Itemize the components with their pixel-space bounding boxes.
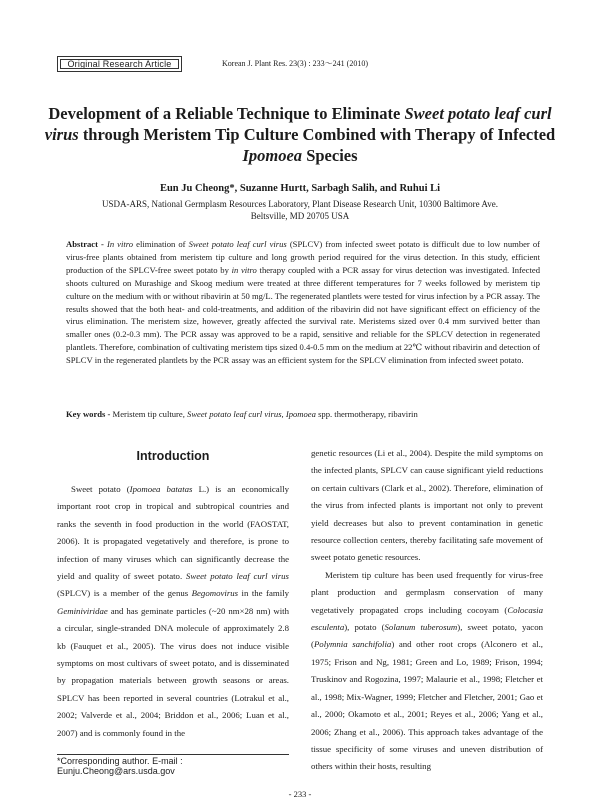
paragraph: genetic resources (Li et al., 2004). Despite the mild symptoms on the infected plants, SPLCV can cause significant yield reductions on certain cultivars (Clark et al., 2002). Therefore, elimination of the virus from infected plants is important not only to prevent yield decreases but also to prevent contamination in genetic resource collection centers, thereby facilitating safe movement of sweet potato genetic resources. (311, 448, 543, 563)
journal-citation: Korean J. Plant Res. 23(3) : 233～241 (2010) (222, 59, 368, 68)
paragraph: Sweet potato (Ipomoea batatas L.) is an economically important root crop in tropical and subtropical countries and ranks the seventh in food production in the world (FAOSTAT, 2006). It is propagated vegetatively and therefore, is prone to infection of many viruses which can significantly decrease the yield and quality of sweet potato. Sweet potato leaf curl virus (SPLCV) is a member of the genus Begomovirus in the family Geminiviridae and has geminate particles (~20 nm×28 nm) with a circular, single-stranded DNA molecule of approximately 2.8 kb (Fauquet et al., 2005). The virus does not induce visible symptoms on most cultivars of sweet potato, and is disseminated by propagation materials between growth seasons or areas. SPLCV has been reported in several countries (Lotrakul et al., 2002; Valverde et al., 2004; Briddon et al., 2006; Luan et al., 2007) and is commonly found in the (57, 484, 289, 738)
section-heading-introduction: Introduction (136, 449, 210, 463)
abstract-label: Abstract - (66, 239, 107, 249)
corresponding-author-footnote: *Corresponding author. E-mail : Eunju.Cheong@ars.usda.gov (57, 754, 289, 776)
abstract: Abstract - In vitro elimination of Sweet potato leaf curl virus (SPLCV) from infected sweet potato is difficult due to low number of virus-free plants obtained from meristem tip culture and long growth period required for the virus detection. In this study, efficient production of the SPLCV-free sweet potato by in vitro therapy coupled with a PCR assay for virus detection was investigated. Infected shoots cultured on Murashige and Skoog medium were treated at three different temperatures for 7 weeks followed by meristem tip culture on the medium with or without ribavirin at 50 mg/L. The regenerated plantlets were tested for virus infection by a PCR assay. The results showed that the both heat- and cold-treatments, and addition of the ribavirin did not have significant effect on efficiency of the virus elimination. The meristem size, however, greatly affected the survival rate. Meristems sized over 0.4 mm survived better than smaller ones (0.2-0.3 mm). The PCR assay was approved to be a rapid, sensitive and reliable for the SPLCV detection in regenerated plantlets. Therefore, combination of cultivating meristem tips sized 0.4-0.5 mm on the medium at 22℃ without ribavirin and detection of SPLCV in the regenerated plantlets by the PCR assay was an efficient system for the SPLCV elimination from infected sweet potato. (66, 239, 541, 366)
author-email[interactable]: E-mail : Eunju.Cheong@ars.usda.gov (57, 756, 183, 776)
affiliation (60, 198, 540, 222)
keywords-label: Key words - (66, 409, 113, 419)
keywords: Key words - Meristem tip culture, Sweet potato leaf curl virus, Ipomoea spp. thermotherapy, ribavirin (66, 409, 418, 419)
paper-title: Development of a Reliable Technique to Eliminate Sweet potato leaf curl virus through Meristem Tip Culture Combined with Therapy of Infected Ipomoea Species (44, 104, 556, 165)
right-column (311, 445, 543, 776)
affiliation-line: USDA-ARS, National Germplasm Resources Laboratory, Plant Disease Research Unit, 10300 Baltimore Ave. (102, 199, 498, 209)
author-list: Eun Ju Cheong*, Suzanne Hurtt, Sarbagh Salih, and Ruhui Li (159, 183, 441, 194)
article-type-badge: Original Research Article (57, 56, 182, 72)
affiliation-line: Beltsville, MD 20705 USA (250, 211, 350, 221)
left-column (57, 444, 289, 742)
page-number: - 233 - (288, 789, 312, 799)
paragraph: Meristem tip culture has been used frequently for virus-free plant production and germplasm conservation of many vegetatively propagated crops including cocoyam (Colocasia esculenta), potato (Solanum tuberosum), sweet potato, yacon (Polymnia sanchifolia) and other root crops (Alconero et al., 1975; Frison and Ng, 1981; Green and Lo, 1989; Frison, 1994; Truskinov and Rogozina, 1997; Malaurie et al., 1998; Fletcher et al., 1998; Mix-Wagner, 1999; Fletcher and Fletcher, 2001; Gao et al., 2000; Okamoto et al., 2001; Reyes et al., 2006; Yang et al., 2006; Zhang et al., 2006). This approach takes advantage of the tissue specificity of some viruses and uneven distribution of others within their hosts, resulting (311, 569, 543, 772)
